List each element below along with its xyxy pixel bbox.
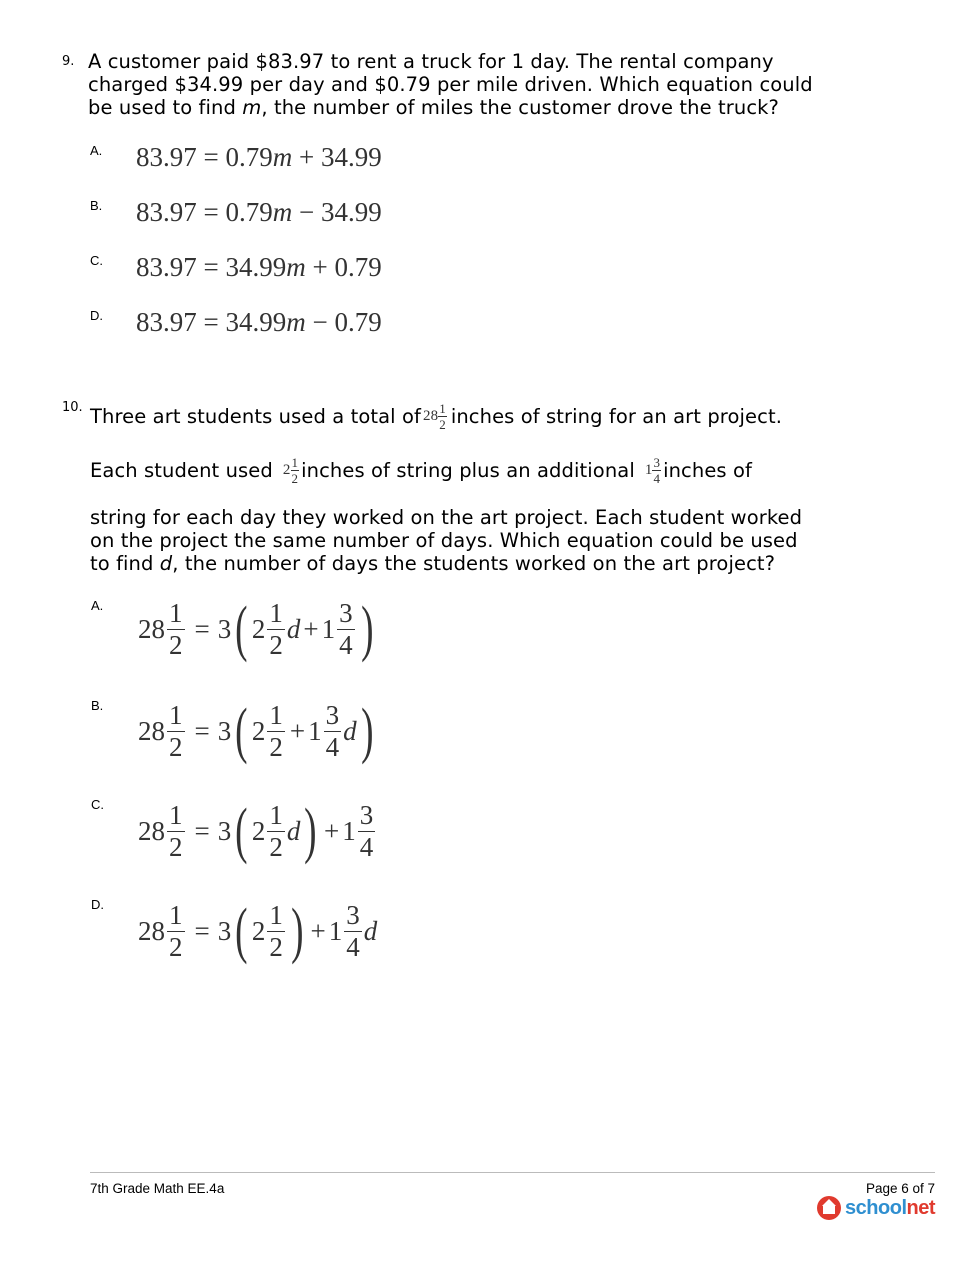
question-10-line: to find d, the number of days the students worked on the art project? xyxy=(90,552,776,575)
total-string-fraction: $\frac{1}{2}$ xyxy=(439,401,446,432)
footer-page-number: Page 6 of 7 xyxy=(865,1181,935,1196)
q9-option-d-equation: 83.97 = 34.99m − 0.79 xyxy=(136,307,382,337)
question-9-line: be used to find m, the number of miles the customer drove the truck? xyxy=(88,96,779,119)
question-9-stem xyxy=(88,50,813,119)
question-10-line: on the project the same number of days. Which equation could be used xyxy=(90,529,798,552)
q9-option-a-letter[interactable]: A. xyxy=(90,143,103,158)
question-10-line-1: Three art students used a total of 28 $\frac{1}{2}$ inches of string for an art project. xyxy=(90,401,782,432)
question-10-stem-rest xyxy=(90,506,802,575)
question-10-line: string for each day they worked on the art project. Each student worked xyxy=(90,506,803,529)
question-9-line: A customer paid $83.97 to rent a truck for 1 day. The rental company xyxy=(88,50,774,73)
q9-option-d-letter[interactable]: D. xyxy=(90,308,103,323)
question-9-line: charged $34.99 per day and $0.79 per mile driven. Which equation could xyxy=(88,73,813,96)
footer-divider xyxy=(90,1172,935,1173)
q9-option-b-letter[interactable]: B. xyxy=(90,198,103,213)
additional-string-whole: 1 xyxy=(644,462,653,478)
footer-course-title: 7th Grade Math EE.4a xyxy=(90,1181,225,1196)
q10-option-a-equation: 28 $\frac{1}{2}$ = 3 ( 2 $\frac{1}{2}$ d + 1 $\frac{3}{4}$ ) xyxy=(138,595,374,663)
q10-option-c-letter[interactable]: C. xyxy=(91,797,104,812)
q9-option-a-equation: 83.97 = 0.79m + 34.99 xyxy=(136,142,382,172)
q9-option-c-equation: 83.97 = 34.99m + 0.79 xyxy=(136,252,382,282)
q10-option-c-equation: 28 $\frac{1}{2}$ = 3 ( 2 $\frac{1}{2}$ d ) + 1 $\frac{3}{4}$ xyxy=(138,797,374,865)
total-string-whole: 28 xyxy=(423,408,439,424)
each-string-fraction: $\frac{1}{2}$ xyxy=(291,455,299,486)
q10-option-a-letter[interactable]: A. xyxy=(91,598,104,613)
logo-wordmark: schoolnet xyxy=(845,1196,935,1219)
schoolnet-logo xyxy=(817,1196,935,1220)
question-10-line-2: Each student used 2 $\frac{1}{2}$ inches of string plus an additional 1 $\frac{3}{4}$ inches of xyxy=(90,455,752,486)
additional-string-fraction: $\frac{3}{4}$ xyxy=(653,455,661,486)
each-string-whole: 2 xyxy=(282,462,291,478)
q10-option-b-equation: 28 $\frac{1}{2}$ = 3 ( 2 $\frac{1}{2}$ + 1 $\frac{3}{4}$ d ) xyxy=(138,697,374,765)
q10-option-d-letter[interactable]: D. xyxy=(91,897,104,912)
q9-option-c-letter[interactable]: C. xyxy=(90,253,103,268)
question-10-number: 10. xyxy=(62,400,83,415)
q9-option-b-equation: 83.97 = 0.79m − 34.99 xyxy=(136,197,382,227)
q10-option-d-equation: 28 $\frac{1}{2}$ = 3 ( 2 $\frac{1}{2}$ ) + 1 $\frac{3}{4}$ d xyxy=(138,897,378,965)
home-icon xyxy=(817,1196,841,1220)
question-9-number: 9. xyxy=(62,54,75,69)
q10-option-b-letter[interactable]: B. xyxy=(91,698,104,713)
